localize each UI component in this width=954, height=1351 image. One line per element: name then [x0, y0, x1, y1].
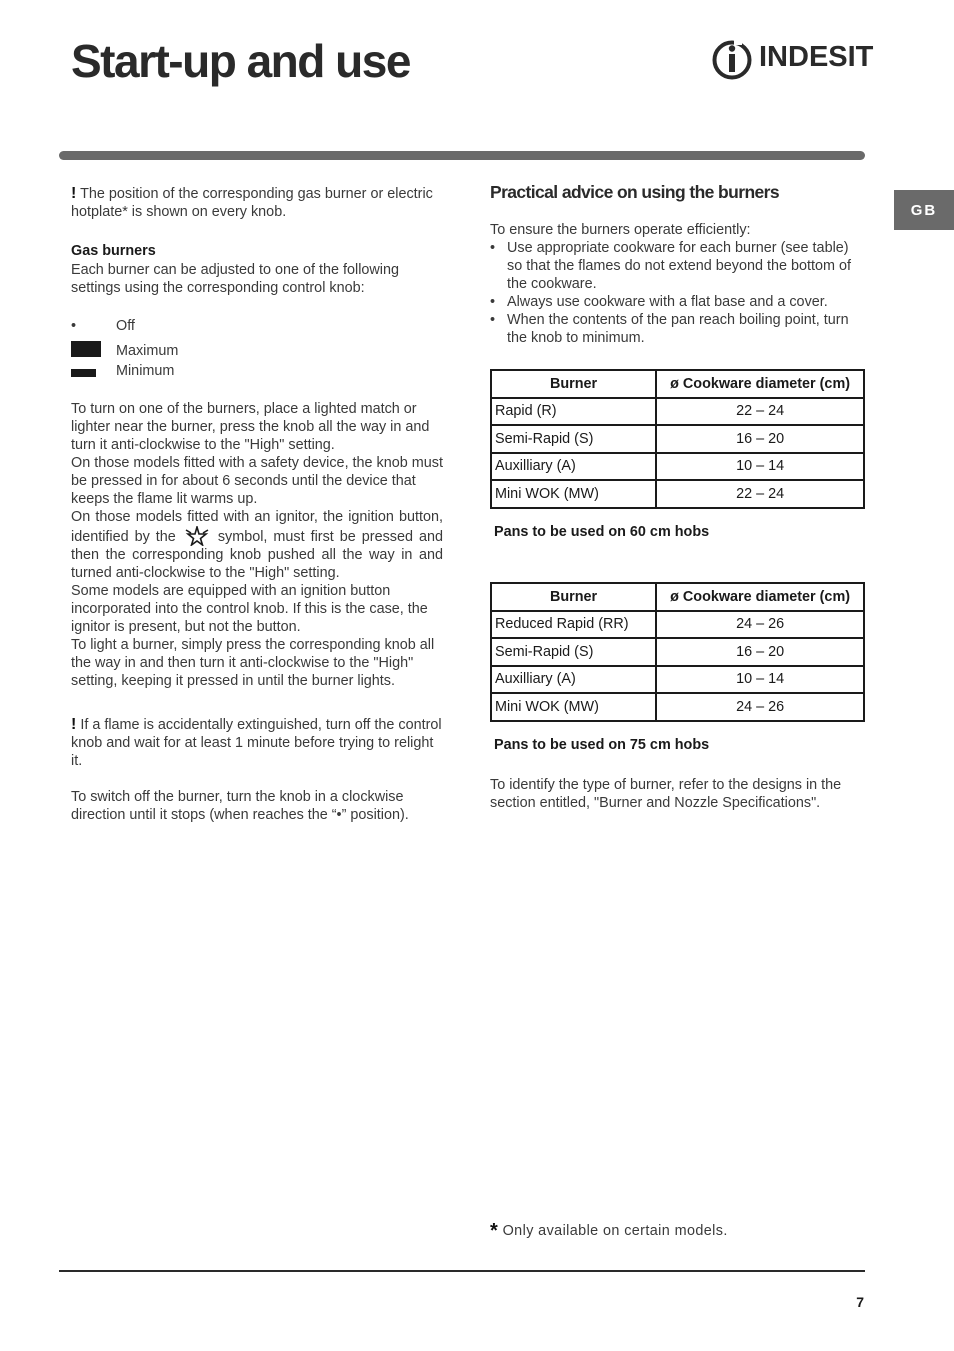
table-row — [491, 693, 864, 721]
paragraph: On those models fitted with a safety device, the knob must be pressed in for about 6 seconds until the device that keeps the flame lit warms up. — [71, 455, 443, 507]
paragraph: Some models are equipped with an ignition button incorporated into the control knob. If this is the case, the ignitor is present, but not the button. — [71, 583, 428, 635]
practical-advice-intro: To ensure the burners operate efficiently: — [490, 222, 751, 238]
small-flame-icon — [71, 369, 96, 377]
column-header: Burner — [491, 370, 656, 398]
diameter-cell: 10 – 14 — [656, 453, 864, 481]
table-header-row — [491, 583, 864, 611]
knob-position-note-text: The position of the corresponding gas burner or electric hotplate* is shown on every knob. — [71, 186, 433, 220]
burner-cell: Auxilliary (A) — [491, 453, 656, 481]
warning-mark: ! — [71, 716, 77, 733]
paragraph: To light a burner, simply press the corresponding knob all the way in and then turn it anti-clockwise to the "High" setting, keeping it pressed in until the burner lights. — [71, 637, 435, 689]
table-caption-75cm: Pans to be used on 75 cm hobs — [494, 737, 710, 753]
flame-extinguished-note — [71, 716, 443, 770]
list-item: • Use appropriate cookware for each burner (see table) so that the flames do not extend beyond the bottom of the cookware. — [490, 239, 862, 293]
setting-label: Off — [116, 318, 135, 334]
footnote — [490, 1218, 728, 1241]
column-header: Burner — [491, 583, 656, 611]
list-item: • When the contents of the pan reach boiling point, turn the knob to minimum. — [490, 311, 862, 347]
page-number: 7 — [856, 1294, 864, 1310]
warning-mark: ! — [71, 185, 77, 202]
column-header: ø Cookware diameter (cm) — [656, 370, 864, 398]
burner-cell: Semi-Rapid (S) — [491, 425, 656, 453]
lighting-instructions — [71, 400, 443, 690]
diameter-cell: 22 – 24 — [656, 398, 864, 426]
diameter-cell: 16 – 20 — [656, 425, 864, 453]
table-row — [491, 425, 864, 453]
burner-cell: Semi-Rapid (S) — [491, 638, 656, 666]
gas-burners-intro: Each burner can be adjusted to one of the following settings using the corresponding control knob: — [71, 262, 400, 296]
column-header: ø Cookware diameter (cm) — [656, 583, 864, 611]
footnote-mark: * — [490, 1220, 499, 1242]
advice-list — [490, 239, 862, 347]
burner-cell: Mini WOK (MW) — [491, 480, 656, 508]
burner-identification-note: To identify the type of burner, refer to the designs in the section entitled, "Burner and Nozzle Specifications". — [490, 777, 842, 811]
table-caption-60cm: Pans to be used on 60 cm hobs — [494, 524, 710, 540]
paragraph-part: On those models fitted with an ignitor, the ignition button, identified by the — [71, 509, 443, 545]
footer-divider — [59, 1270, 865, 1272]
switch-off-instructions: To switch off the burner, turn the knob in a clockwise direction until it stops (when reaches the “•” position). — [71, 789, 409, 823]
cookware-table-75cm — [490, 582, 865, 722]
diameter-cell: 16 – 20 — [656, 638, 864, 666]
table-row — [491, 453, 864, 481]
diameter-cell: 24 – 26 — [656, 611, 864, 639]
burner-cell: Auxilliary (A) — [491, 666, 656, 694]
diameter-cell: 10 – 14 — [656, 666, 864, 694]
language-tab: GB — [894, 190, 954, 230]
table-row — [491, 638, 864, 666]
table-row — [491, 480, 864, 508]
large-flame-icon — [71, 341, 101, 357]
gas-burners-heading: Gas burners — [71, 243, 156, 259]
flame-extinguished-text: If a flame is accidentally extinguished, turn off the control knob and wait for at least 1 minute before trying to relight it. — [71, 717, 442, 769]
burner-cell: Mini WOK (MW) — [491, 693, 656, 721]
footnote-text: Only available on certain models. — [502, 1223, 728, 1239]
header-divider — [59, 151, 865, 160]
diameter-cell: 24 – 26 — [656, 693, 864, 721]
knob-position-note — [71, 185, 443, 221]
brand-logo-text: INDESIT — [759, 41, 874, 73]
practical-advice-heading: Practical advice on using the burners — [490, 182, 780, 202]
setting-label: Maximum — [116, 343, 179, 359]
page-title: Start-up and use — [71, 35, 410, 87]
ignition-spark-icon — [184, 526, 210, 546]
indesit-i-icon — [712, 38, 756, 82]
cookware-table-60cm — [490, 369, 865, 509]
table-header-row — [491, 370, 864, 398]
table-row — [491, 611, 864, 639]
paragraph-part: symbol, must first be pressed and then the corresponding knob pushed all the way in and turned anti-clockwise to the "High" setting. — [71, 529, 444, 581]
list-item: • Always use cookware with a flat base and a cover. — [490, 293, 862, 311]
table-row — [491, 398, 864, 426]
burner-cell: Rapid (R) — [491, 398, 656, 426]
brand-logo — [712, 38, 874, 82]
burner-cell: Reduced Rapid (RR) — [491, 611, 656, 639]
paragraph: To turn on one of the burners, place a lighted match or lighter near the burner, press the knob all the way in and turn it anti-clockwise to the "High" setting. — [71, 401, 430, 453]
setting-label: Minimum — [116, 363, 175, 379]
table-row — [491, 666, 864, 694]
off-symbol: • — [71, 318, 77, 334]
diameter-cell: 22 – 24 — [656, 480, 864, 508]
practical-advice — [490, 221, 862, 347]
paragraph — [71, 508, 443, 582]
